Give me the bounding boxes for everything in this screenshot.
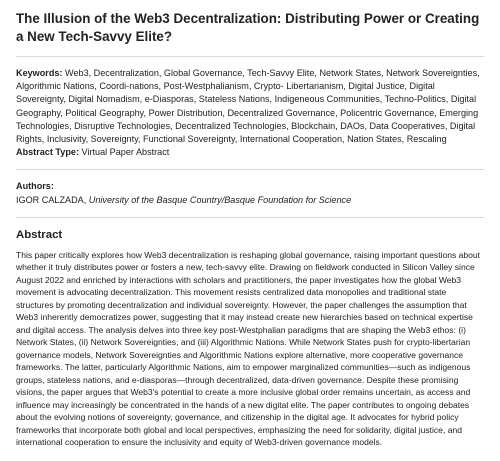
keywords-line xyxy=(16,67,484,146)
author-line xyxy=(16,194,484,207)
author-name: IGOR CALZADA, xyxy=(16,194,87,205)
abstract-heading: Abstract xyxy=(16,228,63,241)
abstract-type-label: Abstract Type: xyxy=(16,147,79,158)
abstract-type-value: Virtual Paper Abstract xyxy=(81,147,170,158)
keywords-label: Keywords: xyxy=(16,68,63,78)
authors-label: Authors: xyxy=(16,181,54,192)
authors-divider xyxy=(16,217,484,218)
metadata-section xyxy=(16,67,484,159)
abstract-body: This paper critically explores how Web3 decentralization is reshaping global governance, raising important questions about whether it truly distributes power or fosters a new, tech-savvy elite. Drawing on fieldwork conducted in Silicon Valley since August 2022 and enriched by interactions with scholars and practitioners, the paper investigates how the global Web3 movement is advocating decentralization. This movement resists centralized data monopolies and traditional state structures by promoting decentralization and individual sovereignty. However, the paper challenges the assumption that Web3 inherently democratizes power, suggesting that it may instead create new hierarchies based on technical expertise and digital access. The analysis delves into three key post-Westphalian paradigms that are shaping the Web3 ethos: (i) Network States, (ii) Network Sovereignties, and (iii) Algorithmic Nations. While Network States push for crypto-libertarian governance models, Network Sovereignties and Algorithmic Nations explore alternative, more cooperative governance frameworks. The latter, particularly Algorithmic Nations, aim to empower marginalized communities—such as indigenous groups, stateless nations, and e-diasporas—through decentralized, data-driven governance. Despite these promising visions, the paper argues that Web3's potential to create a more inclusive global order remains uncertain, as access and influence may increasingly be concentrated in the hands of a new digital elite. The paper contributes to ongoing debates about the evolving notions of sovereignty, governance, and citizenship in the digital age. It advocates for hybrid policy frameworks that incorporate both global and local perspectives, emphasizing the need for solidarity, digital justice, and international cooperation to ensure the inclusivity and equity of Web3-driven governance models. xyxy=(16,249,481,448)
keywords-text: Web3, Decentralization, Global Governance, Tech-Savvy Elite, Network States, Network Sovereignties, Algorithmic Nations, Coordi-nations, Post-Westphalianism, Crypto- Libertarianism, Digital Justice, Digital Sovereignty, Digital Nomadism, e-Diasporas, Stateless Nations, Indigeneous Communities, Techno-Politics, Digital Geography, Political Geography, Power Distribution, Decentralized Governance, Policentric Governance, Emerging Technologies, Disruptive Technologies, Decentralized Technologies, Blockchain, DAOs, Data Cooperatives, Digital Rights, Inclusivity, Sovereignty, Functional Sovereignty, International Cooperation, Nation States, Rescaling xyxy=(16,68,480,145)
authors-section xyxy=(16,180,484,206)
abstract-type-line xyxy=(16,146,484,159)
abstract-section xyxy=(16,228,484,449)
metadata-divider xyxy=(16,169,484,170)
author-affiliation: University of the Basque Country/Basque Foundation for Science xyxy=(88,194,352,205)
title-divider xyxy=(16,56,484,57)
paper-title: The Illusion of the Web3 Decentralization: Distributing Power or Creating a New Tech-Savvy Elite? xyxy=(16,11,480,44)
